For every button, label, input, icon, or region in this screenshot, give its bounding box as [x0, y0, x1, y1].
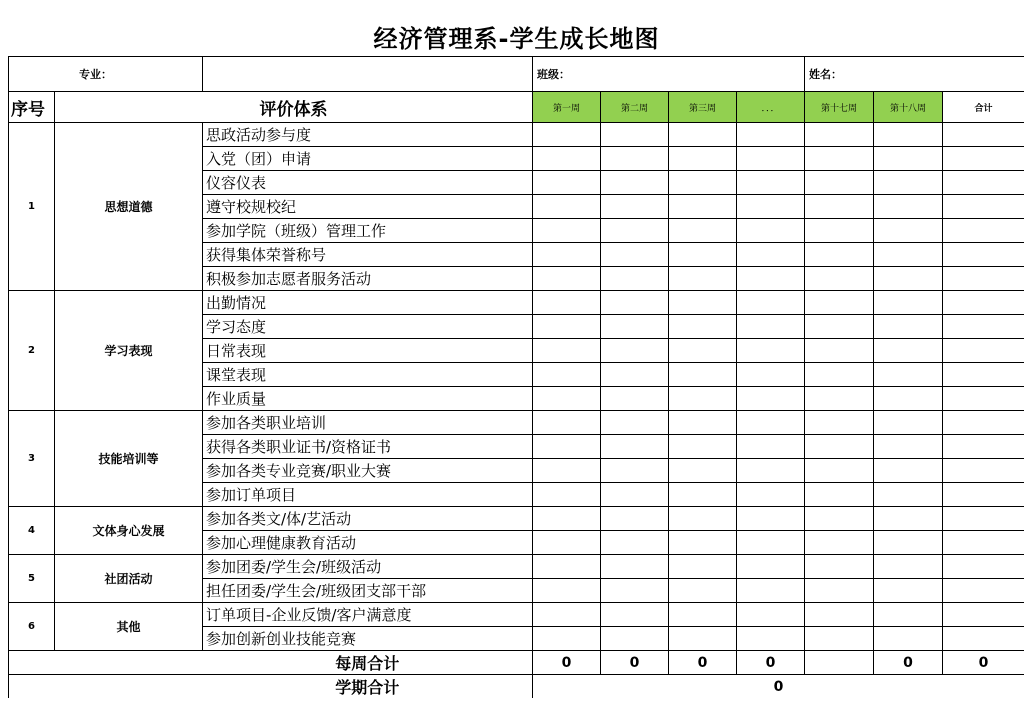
score-cell[interactable]	[669, 387, 737, 411]
evaluation-item: 思政活动参与度	[203, 123, 533, 147]
row-total-cell[interactable]	[943, 363, 1024, 387]
score-cell[interactable]	[805, 123, 874, 147]
score-cell[interactable]	[601, 291, 669, 315]
score-cell[interactable]	[601, 339, 669, 363]
score-cell[interactable]	[601, 315, 669, 339]
evaluation-item: 学习态度	[203, 315, 533, 339]
evaluation-item: 参加学院（班级）管理工作	[203, 219, 533, 243]
growth-map-table	[8, 16, 1024, 698]
term-total-label: 学期合计	[203, 675, 533, 699]
table-row	[9, 603, 1024, 627]
category-name: 社团活动	[55, 555, 203, 603]
score-cell[interactable]	[669, 291, 737, 315]
score-cell[interactable]	[737, 243, 805, 267]
score-cell[interactable]	[601, 243, 669, 267]
class-label: 班级：	[533, 57, 805, 92]
score-cell[interactable]	[737, 555, 805, 579]
score-cell[interactable]	[737, 171, 805, 195]
evaluation-item: 参加各类文/体/艺活动	[203, 507, 533, 531]
score-cell[interactable]	[737, 459, 805, 483]
weekly-total-cell: 0	[601, 651, 669, 675]
evaluation-item: 仪容仪表	[203, 171, 533, 195]
row-total-cell[interactable]	[943, 291, 1024, 315]
score-cell[interactable]	[669, 603, 737, 627]
score-cell[interactable]	[805, 291, 874, 315]
score-cell[interactable]	[737, 267, 805, 291]
score-cell[interactable]	[533, 459, 601, 483]
score-cell[interactable]	[669, 459, 737, 483]
score-cell[interactable]	[874, 483, 943, 507]
evaluation-item: 获得各类职业证书/资格证书	[203, 435, 533, 459]
evaluation-item: 参加心理健康教育活动	[203, 531, 533, 555]
evaluation-item: 出勤情况	[203, 291, 533, 315]
row-total-cell[interactable]	[943, 459, 1024, 483]
score-cell[interactable]	[805, 603, 874, 627]
row-total-cell[interactable]	[943, 387, 1024, 411]
score-cell[interactable]	[601, 387, 669, 411]
score-cell[interactable]	[533, 603, 601, 627]
category-name: 思想道德	[55, 123, 203, 291]
score-cell[interactable]	[601, 123, 669, 147]
score-cell[interactable]	[601, 579, 669, 603]
category-number: 1	[9, 123, 55, 291]
row-total-cell[interactable]	[943, 147, 1024, 171]
row-total-cell[interactable]	[943, 603, 1024, 627]
evaluation-item: 参加订单项目	[203, 483, 533, 507]
category-name: 学习表现	[55, 291, 203, 411]
category-number: 2	[9, 291, 55, 411]
weekly-total-cell: 0	[533, 651, 601, 675]
category-number: 5	[9, 555, 55, 603]
weekly-total-row	[9, 651, 1024, 675]
weekly-total-spacer	[9, 651, 203, 675]
score-cell[interactable]	[874, 603, 943, 627]
row-total-cell[interactable]	[943, 195, 1024, 219]
evaluation-item: 订单项目-企业反馈/客户满意度	[203, 603, 533, 627]
term-total-spacer	[9, 675, 203, 699]
score-cell[interactable]	[533, 315, 601, 339]
score-cell[interactable]	[669, 243, 737, 267]
score-cell[interactable]	[874, 363, 943, 387]
score-cell[interactable]	[669, 195, 737, 219]
score-cell[interactable]	[805, 219, 874, 243]
table-row	[9, 507, 1024, 531]
row-total-cell[interactable]	[943, 339, 1024, 363]
score-cell[interactable]	[669, 363, 737, 387]
score-cell[interactable]	[669, 579, 737, 603]
score-cell[interactable]	[805, 147, 874, 171]
score-cell[interactable]	[737, 483, 805, 507]
score-cell[interactable]	[737, 315, 805, 339]
score-cell[interactable]	[669, 267, 737, 291]
score-cell[interactable]	[874, 555, 943, 579]
score-cell[interactable]	[805, 459, 874, 483]
evaluation-item: 作业质量	[203, 387, 533, 411]
score-cell[interactable]	[533, 507, 601, 531]
major-field[interactable]	[203, 57, 533, 92]
evaluation-item: 入党（团）申请	[203, 147, 533, 171]
score-cell[interactable]	[805, 411, 874, 435]
weekly-total-cell: 0	[943, 651, 1024, 675]
score-cell[interactable]	[805, 171, 874, 195]
evaluation-item: 课堂表现	[203, 363, 533, 387]
score-cell[interactable]	[533, 123, 601, 147]
score-cell[interactable]	[533, 243, 601, 267]
table-row	[9, 291, 1024, 315]
score-cell[interactable]	[533, 147, 601, 171]
score-cell[interactable]	[533, 267, 601, 291]
table-row	[9, 123, 1024, 147]
evaluation-item: 遵守校规校纪	[203, 195, 533, 219]
row-total-cell[interactable]	[943, 171, 1024, 195]
score-cell[interactable]	[533, 363, 601, 387]
score-cell[interactable]	[533, 387, 601, 411]
score-cell[interactable]	[601, 627, 669, 651]
score-cell[interactable]	[805, 555, 874, 579]
evaluation-item: 参加团委/学生会/班级活动	[203, 555, 533, 579]
score-cell[interactable]	[874, 315, 943, 339]
system-header: 评价体系	[55, 92, 533, 123]
score-cell[interactable]	[533, 555, 601, 579]
evaluation-item: 参加各类职业培训	[203, 411, 533, 435]
seq-header: 序号	[9, 92, 55, 123]
score-cell[interactable]	[533, 219, 601, 243]
score-cell[interactable]	[669, 171, 737, 195]
score-cell[interactable]	[669, 147, 737, 171]
score-cell[interactable]	[669, 627, 737, 651]
row-total-cell[interactable]	[943, 483, 1024, 507]
term-total-value: 0	[533, 675, 1024, 699]
score-cell[interactable]	[874, 387, 943, 411]
score-cell[interactable]	[601, 363, 669, 387]
score-cell[interactable]	[874, 411, 943, 435]
score-cell[interactable]	[874, 339, 943, 363]
score-cell[interactable]	[874, 579, 943, 603]
score-cell[interactable]	[874, 627, 943, 651]
score-cell[interactable]	[737, 147, 805, 171]
score-cell[interactable]	[533, 579, 601, 603]
row-total-cell[interactable]	[943, 243, 1024, 267]
weekly-total-cell: 0	[874, 651, 943, 675]
score-cell[interactable]	[874, 219, 943, 243]
score-cell[interactable]	[533, 291, 601, 315]
score-cell[interactable]	[533, 195, 601, 219]
score-cell[interactable]	[805, 435, 874, 459]
score-cell[interactable]	[669, 531, 737, 555]
evaluation-item: 积极参加志愿者服务活动	[203, 267, 533, 291]
score-cell[interactable]	[737, 411, 805, 435]
week-header: 第二周	[601, 92, 669, 123]
evaluation-item: 参加创新创业技能竞赛	[203, 627, 533, 651]
row-total-cell[interactable]	[943, 411, 1024, 435]
score-cell[interactable]	[533, 435, 601, 459]
weekly-total-cell: 0	[669, 651, 737, 675]
row-total-cell[interactable]	[943, 435, 1024, 459]
score-cell[interactable]	[669, 339, 737, 363]
major-label: 专业：	[9, 57, 203, 92]
week-header: 第十八周	[874, 92, 943, 123]
week-header: 第十七周	[805, 92, 874, 123]
score-cell[interactable]	[737, 531, 805, 555]
score-cell[interactable]	[669, 507, 737, 531]
category-number: 3	[9, 411, 55, 507]
page-title: 经济管理系-学生成长地图	[9, 16, 1024, 57]
score-cell[interactable]	[874, 459, 943, 483]
score-cell[interactable]	[874, 291, 943, 315]
row-total-cell[interactable]	[943, 507, 1024, 531]
score-cell[interactable]	[533, 339, 601, 363]
score-cell[interactable]	[601, 483, 669, 507]
week-header: 第三周	[669, 92, 737, 123]
table-row	[9, 555, 1024, 579]
score-cell[interactable]	[669, 411, 737, 435]
score-cell[interactable]	[669, 435, 737, 459]
score-cell[interactable]	[805, 507, 874, 531]
score-cell[interactable]	[737, 219, 805, 243]
weekly-total-cell	[805, 651, 874, 675]
category-name: 其他	[55, 603, 203, 651]
score-cell[interactable]	[805, 579, 874, 603]
score-cell[interactable]	[601, 147, 669, 171]
week-header: ．．．	[737, 92, 805, 123]
score-cell[interactable]	[737, 195, 805, 219]
score-cell[interactable]	[874, 267, 943, 291]
score-cell[interactable]	[533, 627, 601, 651]
score-cell[interactable]	[805, 387, 874, 411]
category-name: 文体身心发展	[55, 507, 203, 555]
row-total-cell[interactable]	[943, 219, 1024, 243]
total-header: 合计	[943, 92, 1024, 123]
name-label: 姓名：	[805, 57, 1024, 92]
score-cell[interactable]	[669, 555, 737, 579]
score-cell[interactable]	[737, 339, 805, 363]
score-cell[interactable]	[601, 435, 669, 459]
row-total-cell[interactable]	[943, 579, 1024, 603]
evaluation-item: 日常表现	[203, 339, 533, 363]
score-cell[interactable]	[533, 531, 601, 555]
row-total-cell[interactable]	[943, 627, 1024, 651]
score-cell[interactable]	[737, 387, 805, 411]
score-cell[interactable]	[737, 291, 805, 315]
score-cell[interactable]	[533, 171, 601, 195]
score-cell[interactable]	[533, 483, 601, 507]
score-cell[interactable]	[601, 411, 669, 435]
evaluation-item: 参加各类专业竞赛/职业大赛	[203, 459, 533, 483]
score-cell[interactable]	[601, 555, 669, 579]
score-cell[interactable]	[805, 363, 874, 387]
row-total-cell[interactable]	[943, 267, 1024, 291]
category-number: 6	[9, 603, 55, 651]
score-cell[interactable]	[874, 123, 943, 147]
weekly-total-label: 每周合计	[203, 651, 533, 675]
category-name: 技能培训等	[55, 411, 203, 507]
term-total-row	[9, 675, 1024, 699]
score-cell[interactable]	[601, 507, 669, 531]
evaluation-item: 获得集体荣誉称号	[203, 243, 533, 267]
weekly-total-cell: 0	[737, 651, 805, 675]
score-cell[interactable]	[669, 315, 737, 339]
score-cell[interactable]	[669, 123, 737, 147]
score-cell[interactable]	[874, 171, 943, 195]
score-cell[interactable]	[601, 459, 669, 483]
score-cell[interactable]	[805, 627, 874, 651]
score-cell[interactable]	[601, 219, 669, 243]
score-cell[interactable]	[601, 267, 669, 291]
table-row	[9, 411, 1024, 435]
score-cell[interactable]	[874, 195, 943, 219]
score-cell[interactable]	[737, 507, 805, 531]
score-cell[interactable]	[805, 315, 874, 339]
score-cell[interactable]	[874, 243, 943, 267]
score-cell[interactable]	[601, 531, 669, 555]
score-cell[interactable]	[737, 123, 805, 147]
score-cell[interactable]	[874, 531, 943, 555]
score-cell[interactable]	[601, 603, 669, 627]
score-cell[interactable]	[874, 507, 943, 531]
score-cell[interactable]	[874, 147, 943, 171]
score-cell[interactable]	[601, 171, 669, 195]
row-total-cell[interactable]	[943, 555, 1024, 579]
evaluation-item: 担任团委/学生会/班级团支部干部	[203, 579, 533, 603]
row-total-cell[interactable]	[943, 123, 1024, 147]
row-total-cell[interactable]	[943, 315, 1024, 339]
score-cell[interactable]	[805, 531, 874, 555]
row-total-cell[interactable]	[943, 531, 1024, 555]
score-cell[interactable]	[601, 195, 669, 219]
score-cell[interactable]	[737, 627, 805, 651]
score-cell[interactable]	[805, 483, 874, 507]
score-cell[interactable]	[874, 435, 943, 459]
score-cell[interactable]	[805, 243, 874, 267]
score-cell[interactable]	[737, 363, 805, 387]
score-cell[interactable]	[805, 339, 874, 363]
score-cell[interactable]	[737, 579, 805, 603]
score-cell[interactable]	[737, 435, 805, 459]
score-cell[interactable]	[737, 603, 805, 627]
score-cell[interactable]	[669, 483, 737, 507]
score-cell[interactable]	[805, 195, 874, 219]
week-header: 第一周	[533, 92, 601, 123]
score-cell[interactable]	[533, 411, 601, 435]
score-cell[interactable]	[669, 219, 737, 243]
score-cell[interactable]	[805, 267, 874, 291]
category-number: 4	[9, 507, 55, 555]
